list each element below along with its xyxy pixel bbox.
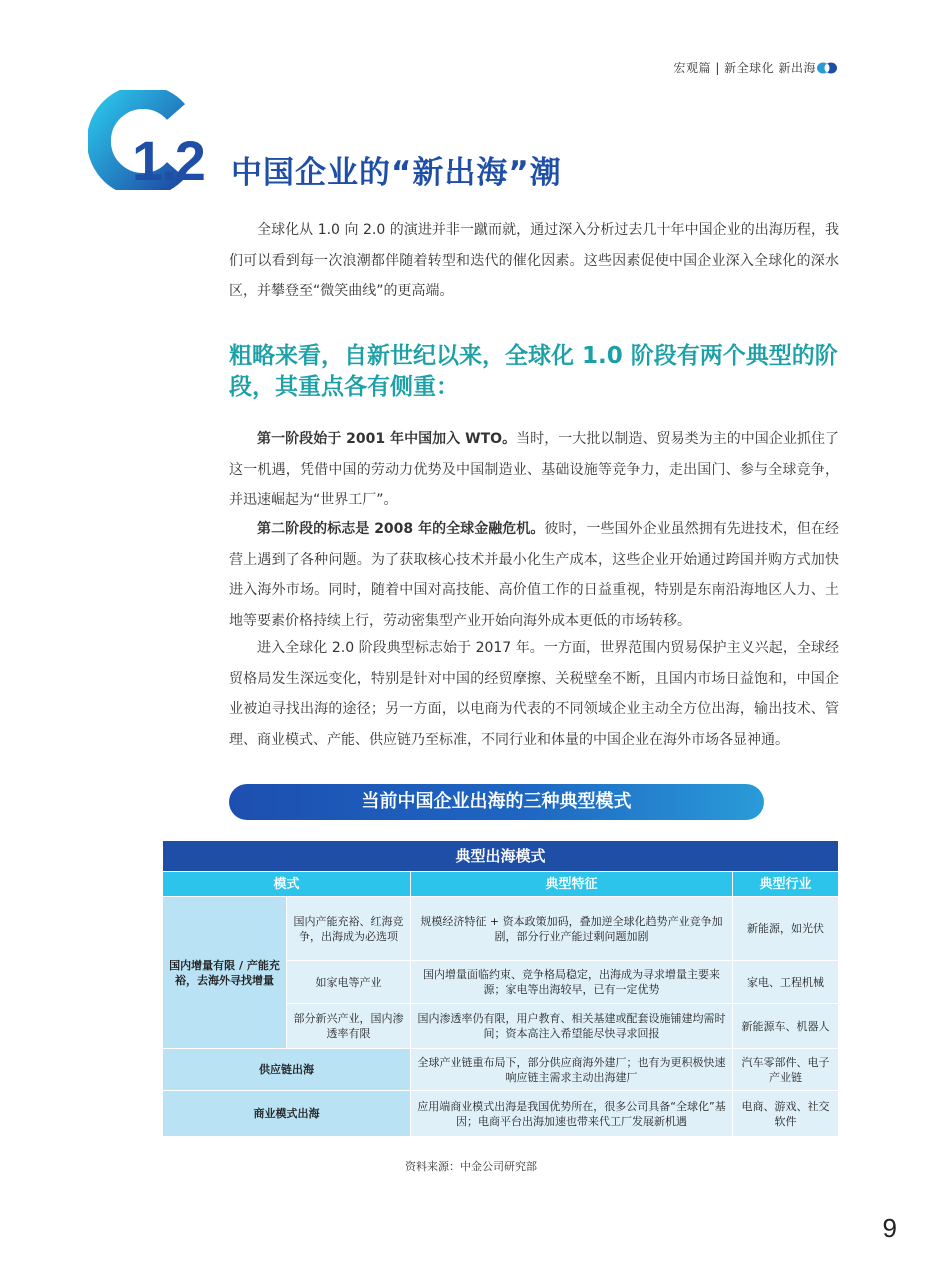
table-title: 典型出海模式: [163, 841, 839, 872]
sub-mode: 部分新兴产业，国内渗透率有限: [287, 1004, 411, 1049]
feature-cell: 国内渗透率仍有限，用户教育、相关基建或配套设施铺建均需时间；资本高注入希望能尽快寻求回报: [411, 1004, 733, 1049]
page-header: 宏观篇 | 新全球化 新出海: [673, 61, 816, 75]
stage-one-lead: 第一阶段始于 2001 年中国加入 WTO。: [257, 431, 517, 447]
stage-one-text: 当时，一大批以制造、贸易类为主的中国企业抓住了这一机遇，凭借中国的劳动力优势及中国制造业、基础设施等竞争力，走出国门、参与全球竞争，并迅速崛起为“世界工厂”。: [229, 431, 839, 508]
mode-cell: 商业模式出海: [163, 1091, 411, 1137]
table-row: [163, 897, 839, 961]
feature-cell: 应用端商业模式出海是我国优势所在，很多公司具备“全球化”基因；电商平台出海加速也带来代工厂发展新机遇: [411, 1091, 733, 1137]
table-banner: 当前中国企业出海的三种典型模式: [229, 784, 764, 820]
sub-mode: 国内产能充裕、红海竞争，出海成为必选项: [287, 897, 411, 961]
mode-cell: 供应链出海: [163, 1049, 411, 1091]
industry-cell: 汽车零部件、电子产业链: [733, 1049, 839, 1091]
subheading: 粗略来看，自新世纪以来，全球化 1.0 阶段有两个典型的阶段，其重点各有侧重：: [229, 343, 838, 400]
table-row: [163, 1049, 839, 1091]
feature-cell: 全球产业链重布局下，部分供应商海外建厂；也有为更积极快速响应链主需求主动出海建厂: [411, 1049, 733, 1091]
feature-cell: 规模经济特征 + 资本政策加码，叠加逆全球化趋势产业竞争加剧，部分行业产能过剩问题加剧: [411, 897, 733, 961]
export-modes-table: [162, 840, 839, 1137]
industry-cell: 新能源车、机器人: [733, 1004, 839, 1049]
paragraph-stage-two: [229, 514, 839, 636]
industry-cell: 新能源，如光伏: [733, 897, 839, 961]
intro-paragraph: [229, 215, 839, 307]
paragraph-stage-one: [229, 424, 839, 516]
sub-mode: 如家电等产业: [287, 961, 411, 1004]
feature-cell: 国内增量面临约束、竞争格局稳定，出海成为寻求增量主要来源；家电等出海较早，已有一定优势: [411, 961, 733, 1004]
header-logo-icon: [816, 62, 838, 74]
page-number: 9: [882, 1213, 897, 1243]
col-header-mode: 模式: [163, 872, 411, 897]
source-note: 资料来源：中金公司研究部: [405, 1160, 537, 1173]
chapter-title: 中国企业的“新出海”潮: [231, 155, 562, 191]
stage-two-lead: 第二阶段的标志是 2008 年的全球金融危机。: [257, 521, 545, 537]
intro-text: 全球化从 1.0 向 2.0 的演进并非一蹴而就，通过深入分析过去几十年中国企业的出海历程，我们可以看到每一次浪潮都伴随着转型和迭代的催化因素。这些因素促使中国企业深入全球化的深水区，并攀登至“微笑曲线”的更高端。: [229, 222, 839, 299]
col-header-feature: 典型特征: [411, 872, 733, 897]
industry-cell: 电商、游戏、社交软件: [733, 1091, 839, 1137]
industry-cell: 家电、工程机械: [733, 961, 839, 1004]
globalization-2-text: 进入全球化 2.0 阶段典型标志始于 2017 年。一方面，世界范围内贸易保护主义兴起，全球经贸格局发生深远变化，特别是针对中国的经贸摩擦、关税壁垒不断，且国内市场日益饱和，中国企业被迫寻找出海的途径；另一方面，以电商为代表的不同领域企业主动全方位出海，输出技术、管理、商业模式、产能、供应链乃至标准，不同行业和体量的中国企业在海外市场各显神通。: [229, 640, 839, 748]
chapter-number: 1.2: [132, 129, 204, 192]
stage-two-text: 彼时，一些国外企业虽然拥有先进技术，但在经营上遇到了各种问题。为了获取核心技术并最小化生产成本，这些企业开始通过跨国并购方式加快进入海外市场。同时，随着中国对高技能、高价值工作的日益重视，特别是东南沿海地区人力、土地等要素价格持续上行，劳动密集型产业开始向海外成本更低的市场转移。: [229, 521, 839, 629]
table-row: [163, 1091, 839, 1137]
group-label: 国内增量有限 / 产能充裕，去海外寻找增量: [163, 897, 287, 1049]
paragraph-globalization-2: [229, 633, 839, 755]
col-header-industry: 典型行业: [733, 872, 839, 897]
